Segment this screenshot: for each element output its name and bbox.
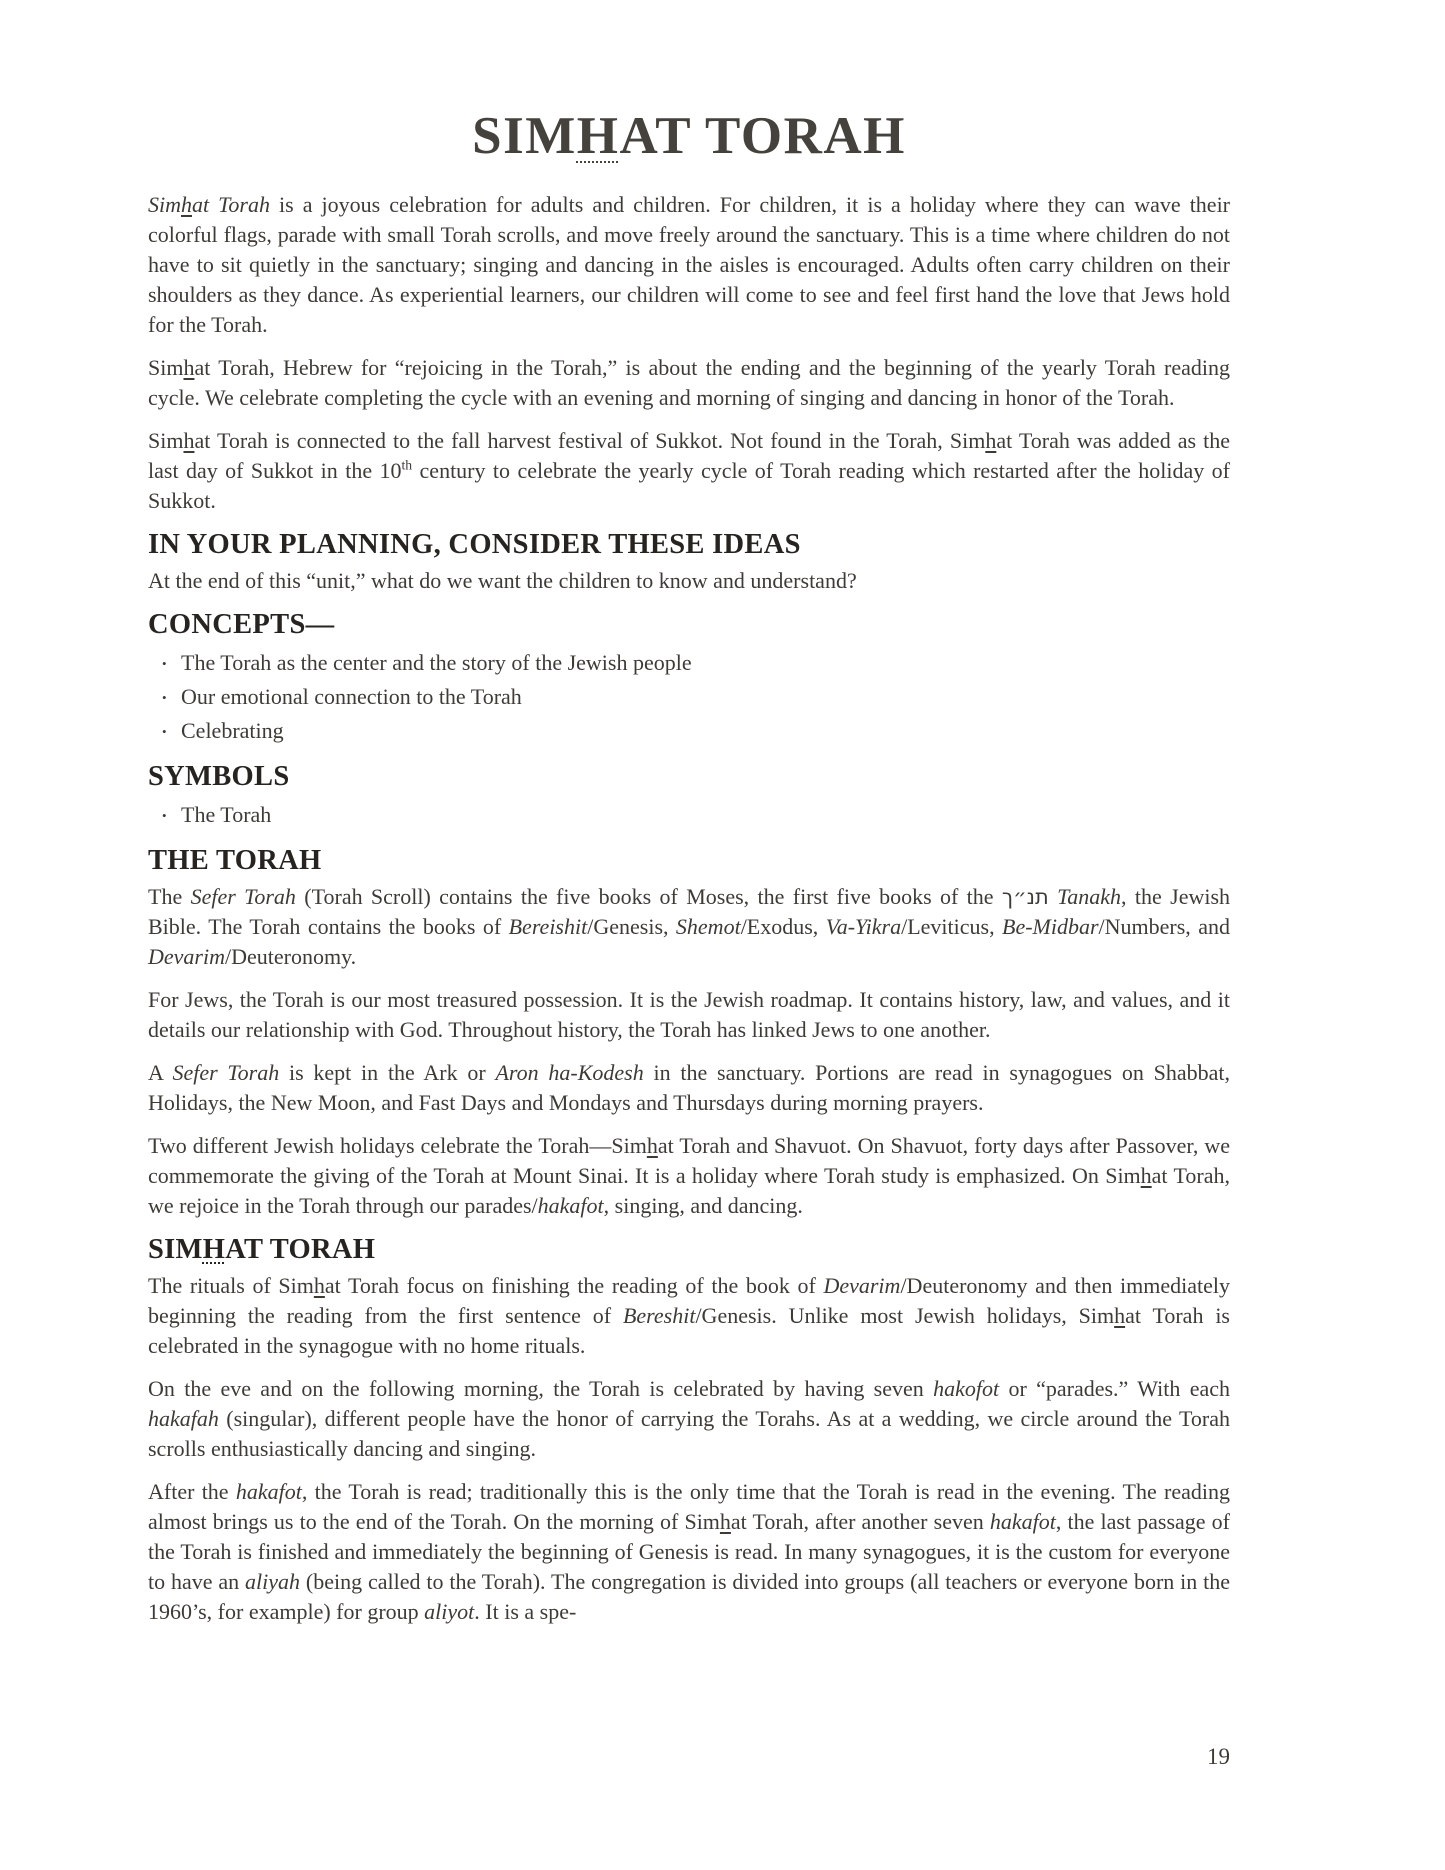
text-run: The Torah — [181, 802, 272, 827]
text-run: hakafot — [235, 1479, 302, 1504]
text-run: AT TORAH — [225, 1234, 376, 1265]
text-run: in the sanctuary. Portions are read in synagogues on Shabbat, Holidays, the New Moon, and Fast Days and Mondays and Thursdays during morning prayers. — [148, 1060, 1230, 1115]
text-run: aliyah — [245, 1569, 301, 1594]
torah-paragraph-3 — [148, 1058, 1230, 1118]
text-run: The Torah as the center and the story of the Jewish people — [181, 650, 692, 675]
text-run: /Genesis, — [587, 914, 676, 939]
text-run: at Torah was added as the last day of Sukkot in the 10 — [148, 428, 1231, 483]
intro-paragraph-2 — [148, 353, 1230, 413]
torah-paragraph-2 — [148, 985, 1230, 1045]
symbols-heading: SYMBOLS — [148, 761, 290, 792]
text-run: Shemot — [675, 914, 741, 939]
text-run: or “parades.” With each — [999, 1376, 1231, 1401]
text-run: Sim — [148, 192, 181, 217]
list-item — [162, 714, 1230, 748]
text-run: Be-Midbar — [1002, 914, 1099, 939]
text-run: Sim — [148, 428, 184, 453]
text-run: hakafot — [989, 1509, 1056, 1534]
text-run: h — [985, 428, 997, 453]
text-run: h — [313, 1273, 325, 1298]
text-run: at Torah, we rejoice in the Torah through our parades/ — [148, 1163, 1230, 1218]
text-run: /Genesis. Unlike most Jewish holidays, Sim — [695, 1303, 1115, 1328]
concepts-list — [148, 646, 1230, 748]
text-run: On the eve and on the following morning, the Torah is celebrated by having seven — [148, 1376, 934, 1401]
text-run: Our emotional connection to the Torah — [181, 684, 522, 709]
text-run: After the — [148, 1479, 236, 1504]
text-run: Devarim — [823, 1273, 901, 1298]
list-item — [162, 646, 1230, 680]
concepts-heading: CONCEPTS— — [148, 609, 335, 640]
list-item — [162, 798, 1230, 832]
simhat-paragraph-2 — [148, 1374, 1230, 1464]
text-run: , singing, and dancing. — [603, 1193, 803, 1218]
text-run: at Torah, Hebrew for “rejoicing in the Torah,” is about the ending and the beginning of the yearly Torah reading cycle. We celebrate completing the cycle with an evening and morning of singing and dancing in honor of the Torah. — [148, 355, 1230, 410]
text-run: h — [646, 1133, 658, 1158]
text-run: , the Torah is read; traditionally this is the only time that the Torah is read in the evening. The reading almost brings us to the end of the Torah. On the morning of Sim — [148, 1479, 1231, 1534]
text-run: (singular), different people have the honor of carrying the Torahs. As at a wedding, we circle around the Torah scrolls enthusiastically dancing and singing. — [148, 1406, 1230, 1461]
text-run: is kept in the Ark or — [279, 1060, 496, 1085]
simhat-paragraph-1 — [148, 1271, 1230, 1361]
text-run: century to celebrate the yearly cycle of Torah reading which restarted after the holiday of Sukkot. — [148, 458, 1231, 513]
text-run: /Deuteronomy and then immediately beginning the reading from the first sentence of — [148, 1273, 1230, 1328]
text-run: Va-Yikra — [825, 914, 902, 939]
torah-paragraph-4 — [148, 1131, 1230, 1221]
text-run: /Leviticus, — [901, 914, 1003, 939]
text-run: Aron ha-Kodesh — [495, 1060, 644, 1085]
torah-paragraph-1 — [148, 882, 1230, 972]
text-run: תנ״ך — [1001, 885, 1049, 909]
text-run: A — [148, 1060, 173, 1085]
text-run: Two different Jewish holidays celebrate the Torah—Sim — [148, 1133, 647, 1158]
text-run: th — [401, 457, 413, 473]
text-run: at Torah is celebrated in the synagogue with no home rituals. — [148, 1303, 1230, 1358]
text-run: Sefer Torah — [172, 1060, 280, 1085]
text-run: h — [183, 355, 195, 380]
intro-paragraph-3 — [148, 426, 1230, 516]
text-run: h — [1114, 1303, 1126, 1328]
text-run: at Torah focus on finishing the reading of the book of — [324, 1273, 824, 1298]
text-run: SIM — [148, 1234, 203, 1265]
text-run: hakofot — [933, 1376, 1000, 1401]
text-run: at Torah and Shavuot. On Shavuot, forty days after Passover, we commemorate the giving of the Torah at Mount Sinai. It is a holiday where Torah study is emphasized. On Sim — [148, 1133, 1230, 1188]
text-run: . It is a spe- — [474, 1599, 577, 1624]
text-run: Bereishit — [508, 914, 588, 939]
text-run: Devarim — [148, 944, 225, 969]
text-run: , the Jewish Bible. The Torah contains the books of — [148, 884, 1231, 939]
text-run: H — [202, 1234, 226, 1265]
text-run: For Jews, the Torah is our most treasured possession. It is the Jewish roadmap. It contains history, law, and values, and it details our relationship with God. Throughout history, the Torah has linked Jews to one another. — [148, 987, 1230, 1042]
text-run: h — [719, 1509, 731, 1534]
text-run: SIM — [472, 107, 577, 165]
torah-heading: THE TORAH — [148, 845, 322, 876]
symbols-list — [148, 798, 1230, 832]
text-run: Tanakh — [1057, 884, 1122, 909]
text-run: h — [183, 428, 195, 453]
text-run: AT TORAH — [619, 107, 906, 165]
text-run: /Deuteronomy. — [224, 944, 357, 969]
text-run: at Torah — [192, 192, 270, 217]
text-run: Sefer Torah — [190, 884, 296, 909]
text-run: Sim — [148, 355, 184, 380]
planning-heading: IN YOUR PLANNING, CONSIDER THESE IDEAS — [148, 529, 801, 560]
page-title — [148, 104, 1230, 168]
simhat-heading — [148, 1234, 1230, 1266]
text-run: /Numbers, and — [1098, 914, 1230, 939]
page-number: 19 — [1207, 1744, 1230, 1769]
text-run: The — [148, 884, 191, 909]
text-run: /Exodus, — [740, 914, 826, 939]
text-run: H — [576, 107, 620, 165]
text-run: Celebrating — [181, 718, 284, 743]
text-run: , the last passage of the Torah is finished and immediately the beginning of Genesis is read. In many synagogues, it is the custom for everyone to have an — [148, 1509, 1230, 1594]
text-run: (Torah Scroll) contains the five books of Moses, the first five books of the — [295, 884, 1002, 909]
text-run: at Torah is connected to the fall harvest festival of Sukkot. Not found in the Torah, Sim — [194, 428, 986, 453]
list-item — [162, 680, 1230, 714]
text-run: At the end of this “unit,” what do we want the children to know and understand? — [148, 568, 857, 593]
text-run: hakafot — [537, 1193, 604, 1218]
text-run: h — [181, 192, 192, 217]
text-run: The rituals of Sim — [148, 1273, 314, 1298]
simhat-paragraph-3 — [148, 1477, 1230, 1627]
intro-paragraph-1 — [148, 190, 1230, 340]
text-run: aliyot — [424, 1599, 475, 1624]
planning-lead — [148, 566, 1230, 596]
text-run: h — [1140, 1163, 1152, 1188]
text-run — [1049, 884, 1057, 909]
text-run: Bereshit — [622, 1303, 696, 1328]
text-run: (being called to the Torah). The congregation is divided into groups (all teachers or everyone born in the 1960’s, for example) for group — [148, 1569, 1231, 1624]
text-run: hakafah — [148, 1406, 219, 1431]
text-run: is a joyous celebration for adults and children. For children, it is a holiday where they can wave their colorful flags, parade with small Torah scrolls, and move freely around the sanctuary. This is a time where children do not have to sit quietly in the sanctuary; singing and dancing in the aisles is encouraged. Adults often carry children on their shoulders as they dance. As experiential learners, our children will come to see and feel first hand the love that Jews hold for the Torah. — [148, 192, 1231, 337]
text-run: at Torah, after another seven — [730, 1509, 990, 1534]
